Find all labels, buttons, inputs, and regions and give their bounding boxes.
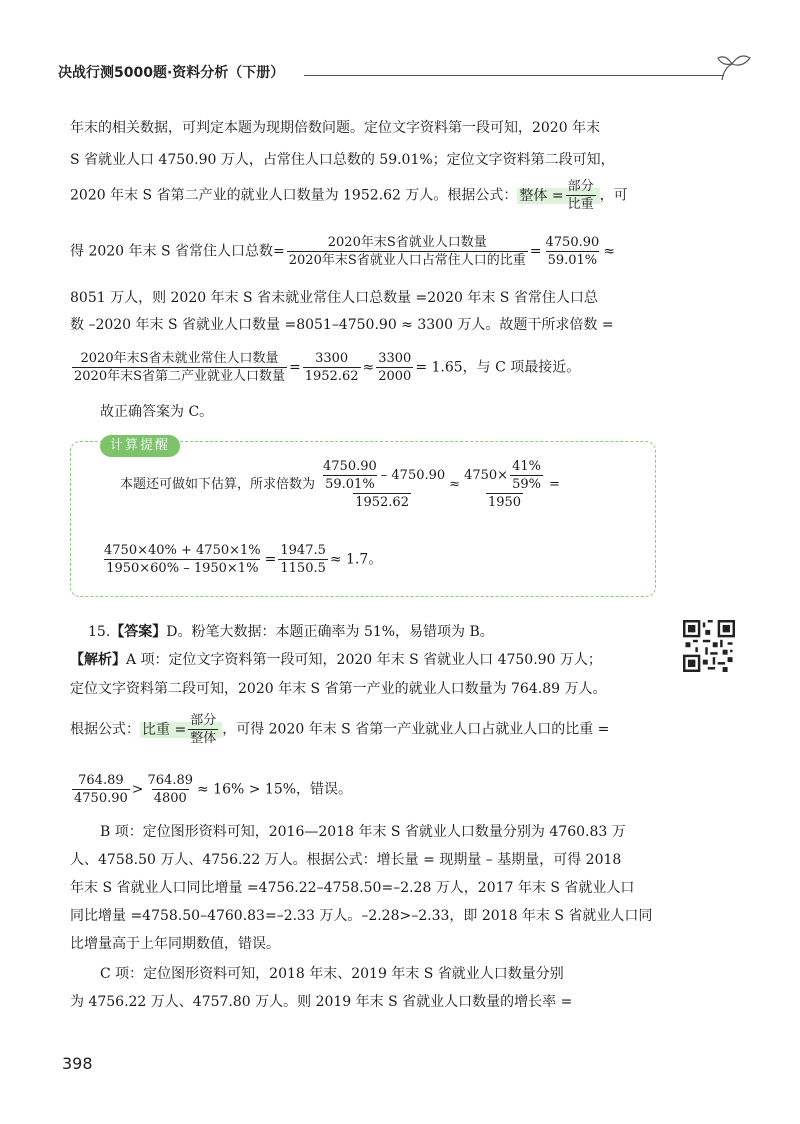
question-number: 15. [88,624,111,640]
fraction [376,350,413,385]
text-line: 数 –2020 年末 S 省就业人口数量 =8051–4750.90 ≈ 3300 万人。故题干所求倍数 = [70,317,614,333]
fraction [287,234,528,269]
numerator: 1947.5 [280,543,326,558]
fraction [278,542,328,577]
numerator: 2020年末S省就业人口数量 [327,235,487,250]
analysis-label: 【解析】 [70,652,126,668]
text-line: 同比增量 =4758.50–4760.83=–2.33 万人。–2.28>–2.33，即 2018 年末 S 省就业人口同 [70,908,653,924]
equals: = [289,359,301,376]
numerator: 4750×40% + 4750×1% [104,543,261,558]
numerator: 部分 [567,179,594,194]
text-span: = 1.65，与 C 项最接近。 [415,359,581,376]
fraction [102,542,263,577]
numerator: 4750.90 [323,459,377,474]
tip-tag: 计算提醒 [100,435,180,457]
denominator: 1150.5 [280,561,326,576]
denominator: 2020年末S省就业人口占常住人口的比重 [288,253,526,268]
sprout-icon [714,50,754,84]
approx: ≈ [603,243,615,260]
numerator [317,458,447,493]
text-line: B 项：定位图形资料可知，2016—2018 年末 S 省就业人口数量分别为 4760.83 万 [100,824,626,840]
fraction [146,772,196,807]
fraction [72,350,287,385]
text-span: 2020 年末 S 省第二产业的就业人口数量为 1952.62 万人。根据公式： [70,187,518,204]
fraction [188,712,218,747]
text-line: 为 4756.22 万人、4757.80 万人。则 2019 年末 S 省就业人口数量的增长率 = [70,994,573,1010]
minus-term: – 4750.90 [380,468,446,483]
text-span: ≈ 16% > 15%，错误。 [197,781,353,798]
running-header: 决战行测5000题·资料分析（下册） [58,65,285,81]
answer-text: D。粉笔大数据：本题正确率为 51%，易错项为 B。 [166,624,494,640]
equals: = [548,477,560,492]
analysis-line [70,650,602,670]
text-line: 人、4758.50 万人、4756.22 万人。根据公式：增长量 = 现期量 – 基期量，可得 2018 [70,852,622,868]
formula-line [70,712,609,747]
text-line: S 省就业人口 4750.90 万人，占常住人口总数的 59.01%；定位文字资料第二段可知， [70,152,615,168]
formula-lhs: 整体 = [519,187,564,204]
text-line: 年末的相关数据，可判定本题为现期倍数问题。定位文字资料第一段可知，2020 年末 [70,120,601,136]
formula-lhs: 比重 = [142,721,187,738]
numerator: 部分 [190,713,217,728]
formula-line [70,178,628,213]
denominator: 1952.62 [355,495,409,510]
approx: ≈ [362,359,375,376]
fraction [544,234,602,269]
numerator: 4750.90 [545,235,600,250]
numerator: 3300 [378,351,412,366]
tip-formula-line [120,458,560,511]
compound-fraction [462,458,547,511]
denominator: 4800 [153,791,187,806]
denominator: 2020年末S省第二产业就业人口数量 [74,369,285,384]
fraction [303,350,361,385]
denominator: 1952.62 [304,369,359,384]
tip-formula-line [100,542,382,577]
equals: = [264,551,277,568]
fraction [321,458,379,493]
page-number: 398 [62,1054,93,1073]
fraction [566,178,596,213]
numerator [462,458,547,493]
formula-line [70,234,615,269]
header-rule [304,75,724,76]
compound-fraction [317,458,447,511]
denominator: 2000 [378,369,412,384]
numerator: 41% [512,459,541,474]
question-title [88,622,494,642]
greater-than: > [131,781,144,798]
approx: ≈ [449,477,461,492]
formula-line [70,772,352,807]
denominator: 比重 [567,197,594,212]
denominator: 59.01% [325,477,375,492]
term: 4750× [464,468,509,483]
text-line: 8051 万人，则 2020 年末 S 省未就业常住人口总数量 =2020 年末 S 省常住人口总 [70,290,598,306]
equals: = [529,243,542,260]
denominator: 59% [512,477,541,492]
formula-highlight [517,179,599,212]
formula-line [70,350,580,385]
formula-highlight [140,713,222,746]
text-line: 比增量高于上年同期数值，错误。 [70,936,280,952]
text-line: 年末 S 省就业人口同比增量 =4756.22–4758.50=–2.28 万人，2017 年末 S 省就业人口 [70,880,635,896]
denominator: 整体 [190,731,217,746]
numerator: 764.89 [78,773,124,788]
approx: ≈ 1.7。 [329,551,383,568]
qr-code-icon [683,620,735,672]
numerator: 2020年末S省未就业常住人口数量 [80,351,279,366]
text-span: 得 2020 年末 S 省常住人口总数= [70,243,285,260]
text-span: ，可 [599,187,628,204]
numerator: 3300 [315,351,349,366]
denominator: 59.01% [547,253,598,268]
text-span: A 项：定位文字资料第一段可知，2020 年末 S 省就业人口 4750.90 万人； [126,652,602,668]
fraction [510,458,543,493]
text-span: ，可得 2020 年末 S 省第一产业就业人口占就业人口的比重 = [222,721,610,738]
fraction [72,772,130,807]
denominator: 1950×60% – 1950×1% [106,561,259,576]
denominator: 1950 [487,495,522,510]
tip-text: 本题还可做如下估算，所求倍数为 [120,477,316,492]
answer-label: 【答案】 [110,624,167,640]
denominator: 4750.90 [74,791,128,806]
text-line: C 项：定位图形资料可知，2018 年末、2019 年末 S 省就业人口数量分别 [100,966,564,982]
numerator: 764.89 [147,773,193,788]
text-span: 根据公式： [70,721,140,738]
answer-line: 故正确答案为 C。 [100,404,214,420]
text-line: 定位文字资料第二段可知，2020 年末 S 省第一产业的就业人口数量为 764.89 万人。 [70,681,607,697]
